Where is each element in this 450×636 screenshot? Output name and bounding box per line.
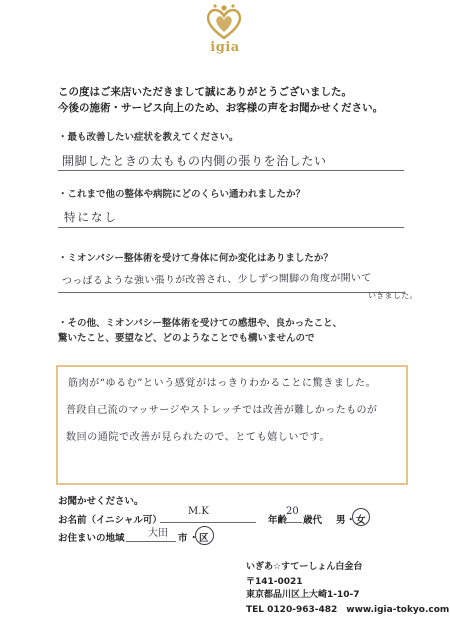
- intro-line-2: 今後の施術・サービス向上のため、お客様の声をお聞かせください。: [58, 102, 384, 114]
- area-ward: 区: [199, 533, 209, 544]
- question-2-answer-line: [58, 227, 404, 228]
- age-value: 20: [286, 506, 299, 517]
- free-answer-line-3: 数回の通院で改善が見られたので、とても嬉しいです。: [66, 432, 330, 443]
- area-value: 大田: [148, 528, 168, 539]
- heart-crown-icon: [200, 2, 248, 40]
- gender-female: 女: [356, 515, 366, 526]
- name-underline: [160, 522, 256, 523]
- question-3-label: ・ミオンパシー整体術を受けて身体に何か変化はありましたか？: [58, 253, 333, 264]
- free-answer-line-1: 筋肉が“ゆるむ”という感覚がはっきりわかることに驚きました。: [68, 378, 377, 389]
- free-question-line-2: 驚いたこと、要望など、どのようなことでも構いませんので: [58, 333, 315, 344]
- area-city: 市: [178, 533, 188, 544]
- free-answer-line-2: 普段自己流のマッサージやストレッチでは改善が難しかったものが: [66, 405, 378, 416]
- area-label: お住まいの地域: [58, 533, 125, 544]
- age-underline: [284, 522, 302, 523]
- area-underline: [126, 541, 176, 542]
- name-value: M.K: [188, 506, 209, 517]
- question-3-answer-line-1: つっぱるような強い張りが改善され、少しずつ開脚の角度が開いて: [61, 272, 372, 287]
- question-1-answer-line: [58, 170, 404, 171]
- area-ward-circle: [195, 526, 214, 545]
- question-3-answer-line-2: いきました。: [368, 291, 418, 300]
- question-1-answer: 開脚したときの太ももの内側の張りを治したい: [62, 154, 327, 168]
- age-suffix: 歳代: [303, 515, 323, 526]
- question-2-label: ・これまで他の整体や病院にどのくらい通われましたか？: [58, 189, 306, 200]
- question-2-answer: 特になし: [64, 210, 118, 224]
- age-label: 年齢: [268, 515, 288, 526]
- area-separator: ・: [189, 533, 199, 544]
- gender-female-circle: [352, 508, 370, 526]
- gender-male: 男: [336, 515, 346, 526]
- brand-logo-text: igia: [210, 40, 240, 55]
- name-label: お名前（イニシャル可）: [58, 515, 162, 526]
- free-question-line-1: ・その他、ミオンパシー整体術を受けての感想や、良かったこと、: [58, 318, 343, 329]
- gender-separator: ・: [346, 515, 356, 526]
- company-name: いぎあ☆すてーしょん白金台: [246, 562, 363, 572]
- intro-line-1: この度はご来店いただきまして誠にありがとうございました。: [58, 86, 352, 98]
- company-postal: 〒141-0021: [246, 577, 303, 587]
- question-3-answer-line: [58, 292, 404, 293]
- company-contact: TEL 0120-963-482 www.igia-tokyo.com: [246, 605, 450, 615]
- form-prompt: お聞かせください。: [58, 496, 144, 507]
- question-1-label: ・最も改善したい症状を教えてください。: [58, 132, 239, 143]
- company-address: 東京都品川区上大崎1-10-7: [246, 590, 360, 600]
